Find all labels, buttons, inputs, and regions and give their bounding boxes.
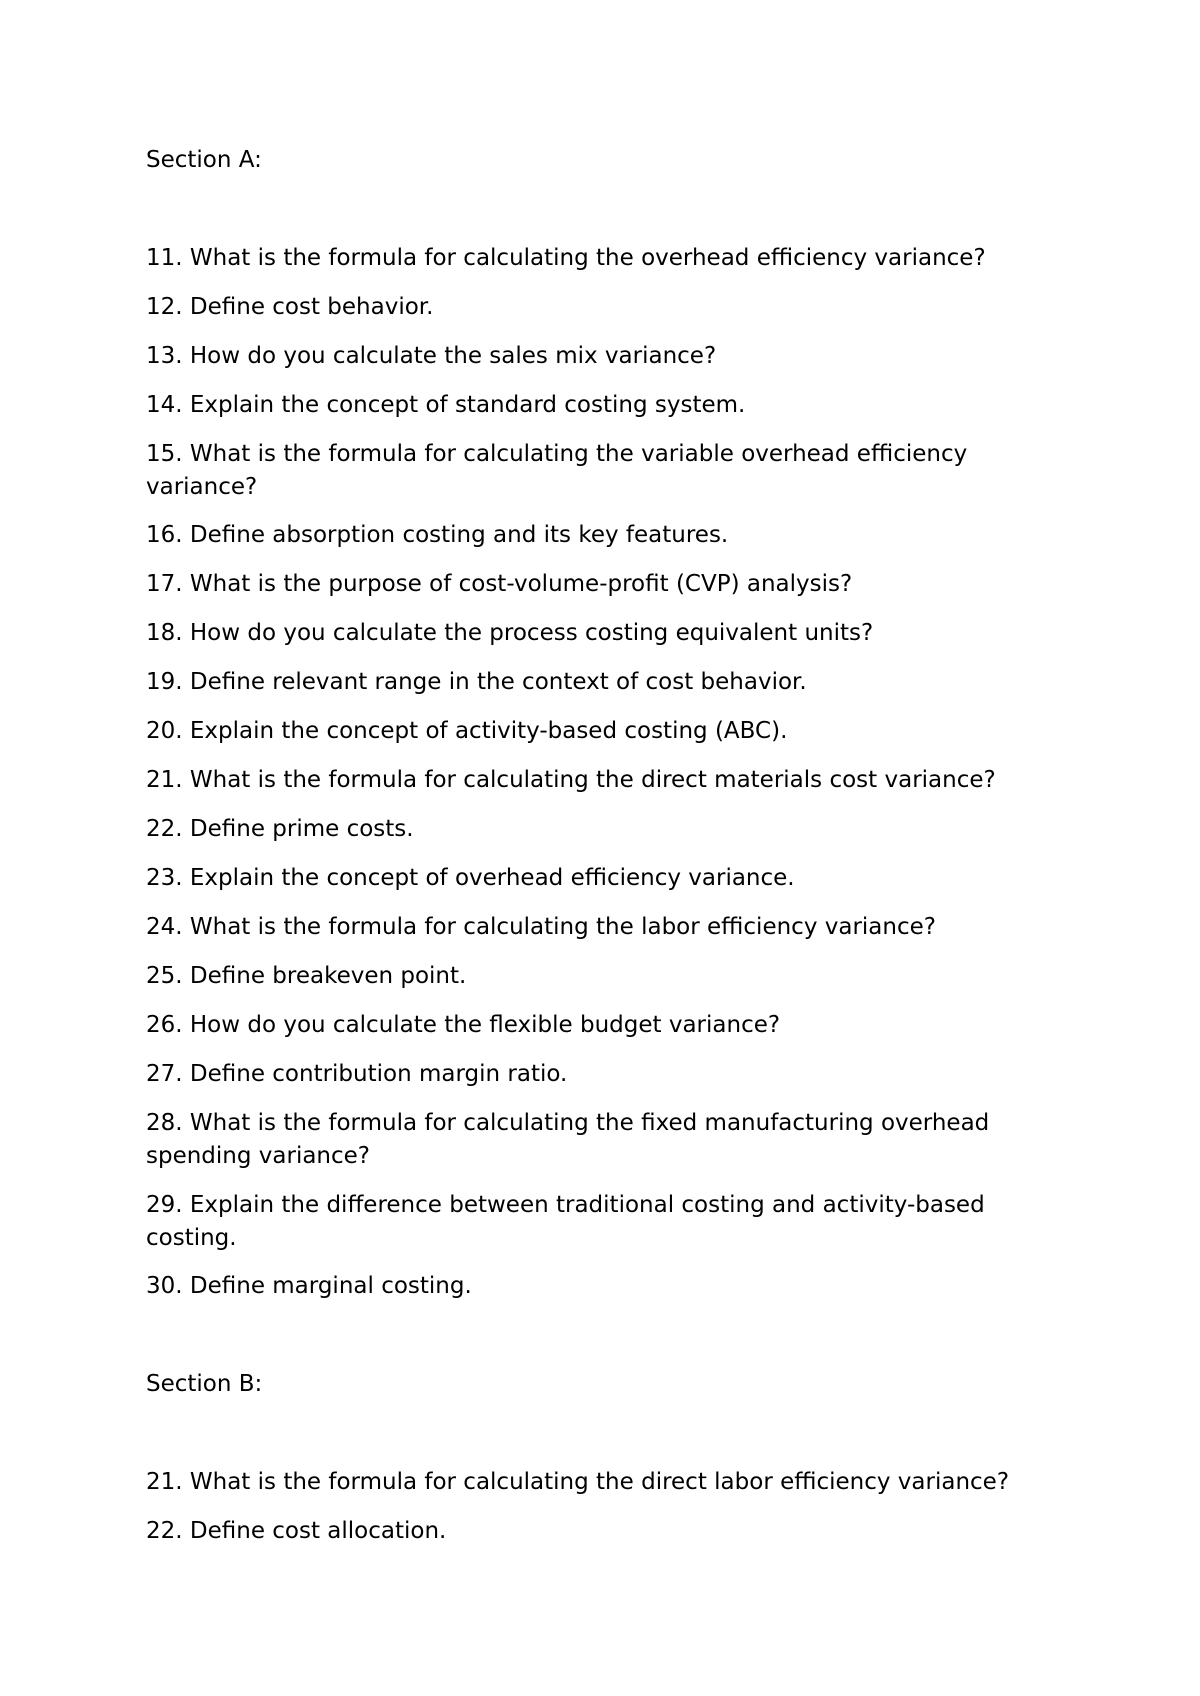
question-item: 21. What is the formula for calculating the direct labor efficiency variance? [146,1469,1010,1495]
question-item: 29. Explain the difference between traditional costing and activity-based costing. [146,1192,985,1251]
question-item: 23. Explain the concept of overhead efficiency variance. [146,865,795,891]
question-item: 25. Define breakeven point. [146,963,467,989]
question-item: 18. How do you calculate the process costing equivalent units? [146,620,874,646]
question-item: 30. Define marginal costing. [146,1273,472,1299]
question-item: 28. What is the formula for calculating the fixed manufacturing overhead spending variance? [146,1110,990,1169]
question-item: 24. What is the formula for calculating the labor efficiency variance? [146,914,936,940]
question-item: 16. Define absorption costing and its key features. [146,522,729,548]
question-item: 19. Define relevant range in the context of cost behavior. [146,669,807,695]
question-item: 11. What is the formula for calculating the overhead efficiency variance? [146,245,986,271]
question-item: 20. Explain the concept of activity-based costing (ABC). [146,718,788,744]
question-item: 12. Define cost behavior. [146,294,434,320]
question-item: 22. Define cost allocation. [146,1518,447,1544]
section-b-heading: Section B: [146,1371,263,1397]
question-item: 13. How do you calculate the sales mix variance? [146,343,717,369]
question-item: 22. Define prime costs. [146,816,414,842]
question-item: 26. How do you calculate the flexible budget variance? [146,1012,781,1038]
section-a-heading: Section A: [146,147,262,173]
question-item: 17. What is the purpose of cost-volume-profit (CVP) analysis? [146,571,853,597]
question-item: 21. What is the formula for calculating the direct materials cost variance? [146,767,996,793]
question-item: 27. Define contribution margin ratio. [146,1061,568,1087]
question-item: 14. Explain the concept of standard costing system. [146,392,746,418]
question-item: 15. What is the formula for calculating the variable overhead efficiency variance? [146,441,968,500]
